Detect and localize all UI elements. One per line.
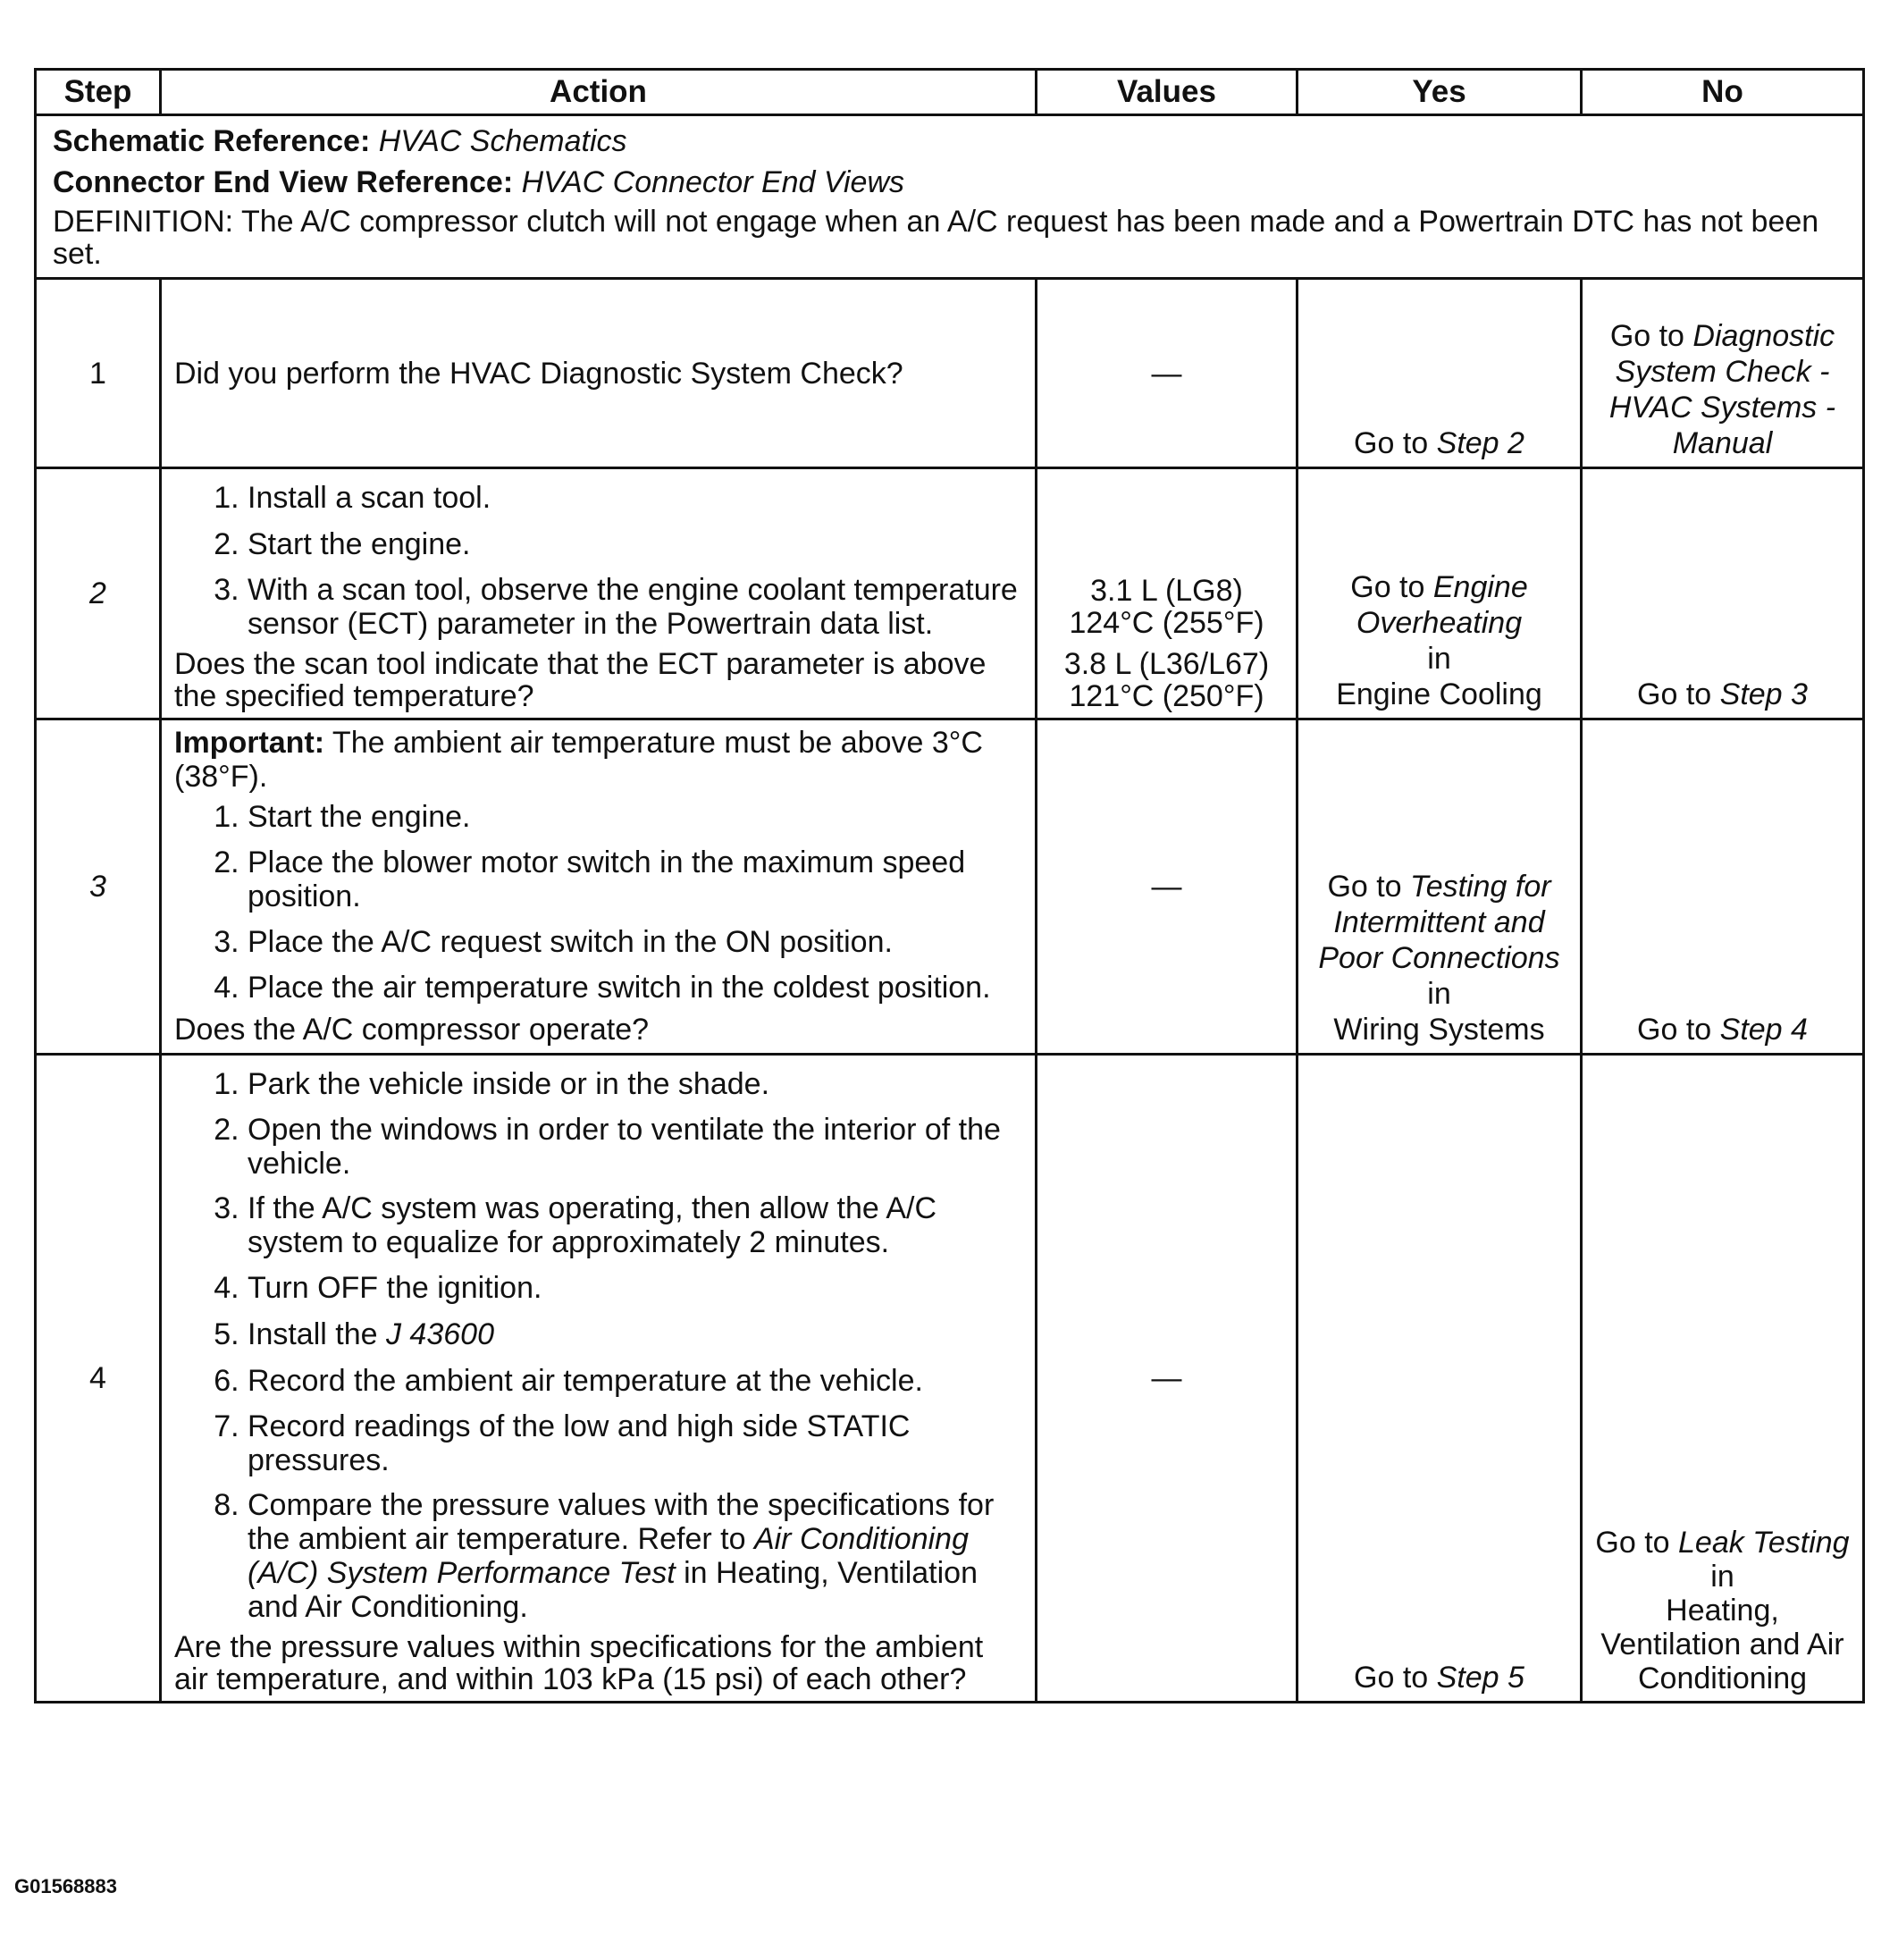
yes-link[interactable]: Step 5 (1436, 1661, 1524, 1695)
no-link[interactable]: Diagnostic System Check - HVAC Systems - Manual (1608, 319, 1836, 460)
connector-link[interactable]: HVAC Connector End Views (521, 165, 904, 199)
yes-link[interactable]: Step 2 (1436, 426, 1524, 460)
table-row (36, 279, 1864, 468)
action-cell (161, 1055, 1037, 1703)
table-row (36, 1055, 1864, 1703)
list-item: 5. Install the J 43600 (248, 1316, 1022, 1352)
yes-cell: Go to Testing for Intermittent and Poor Connections in Wiring Systems (1298, 719, 1582, 1055)
diagnostic-table (34, 68, 1865, 1703)
yes-cell: Go to Step 5 (1298, 1055, 1582, 1703)
figure-id: G01568883 (14, 1875, 117, 1897)
list-item: 4. Turn OFF the ignition. (248, 1270, 1022, 1306)
no-link[interactable]: Step 3 (1719, 677, 1808, 711)
schematic-link[interactable]: HVAC Schematics (378, 124, 627, 158)
yes-cell: Go to Step 2 (1298, 279, 1582, 468)
table-row (36, 468, 1864, 719)
header-row (36, 70, 1864, 115)
instruction-list (174, 799, 1022, 1005)
list-item: 2. Start the engine. (248, 526, 1022, 562)
header-yes: Yes (1298, 70, 1582, 115)
header-step: Step (36, 70, 161, 115)
header-action: Action (161, 70, 1037, 115)
step-number: 3 (89, 870, 106, 904)
values-cell: — (1037, 279, 1298, 468)
action-cell (161, 279, 1037, 468)
values-cell: 3.1 L (LG8) 124°C (255°F) 3.8 L (L36/L67) 121°C (250°F) (1037, 468, 1298, 719)
performance-test-link[interactable]: Air Conditioning (A/C) System Performance Test (248, 1522, 969, 1590)
no-cell: Go to Leak Testing in Heating, Ventilation and Air Conditioning (1582, 1055, 1864, 1703)
list-item: 1. Park the vehicle inside or in the shade. (248, 1066, 1022, 1102)
reference-cell (36, 115, 1864, 279)
step-number: 2 (89, 576, 106, 610)
action-cell (161, 719, 1037, 1055)
no-link[interactable]: Leak Testing (1678, 1526, 1850, 1560)
list-item: 6. Record the ambient air temperature at the vehicle. (248, 1363, 1022, 1399)
list-item: 4. Place the air temperature switch in the coldest position. (248, 971, 1022, 1005)
yes-link[interactable]: Engine Overheating (1356, 570, 1528, 640)
values-cell: — (1037, 719, 1298, 1055)
list-item: 8. Compare the pressure values with the specifications for the ambient air temperature. Refer to Air Conditioning (A/C) System Performance Test in Heating, Ventilation and Air Conditioning. (248, 1488, 1022, 1624)
step-number: 4 (36, 1055, 161, 1703)
no-cell: Go to Diagnostic System Check - HVAC Systems - Manual (1582, 279, 1864, 468)
connector-reference: Connector End View Reference: HVAC Connector End Views (53, 165, 904, 199)
no-link[interactable]: Step 4 (1719, 1013, 1808, 1047)
list-item: 3. With a scan tool, observe the engine coolant temperature sensor (ECT) parameter in the Powertrain data list. (248, 573, 1022, 641)
values-cell: — (1037, 1055, 1298, 1703)
header-no: No (1582, 70, 1864, 115)
list-item: 2. Place the blower motor switch in the maximum speed position. (248, 845, 1022, 913)
list-item: 1. Start the engine. (248, 799, 1022, 835)
question-text: Does the scan tool indicate that the ECT parameter is above the specified temperature? (174, 647, 987, 713)
table-row (36, 719, 1864, 1055)
instruction-list (174, 1066, 1022, 1624)
list-item: 1. Install a scan tool. (248, 480, 1022, 516)
step-number: 1 (36, 279, 161, 468)
yes-link[interactable]: Testing for Intermittent and Poor Connections (1318, 870, 1560, 975)
no-cell: Go to Step 4 (1582, 719, 1864, 1055)
important-note: Important: The ambient air temperature must be above 3°C (38°F). (174, 726, 983, 794)
question-text: Did you perform the HVAC Diagnostic System Check? (174, 356, 903, 391)
instruction-list (174, 480, 1022, 641)
action-cell (161, 468, 1037, 719)
list-item: 2. Open the windows in order to ventilate the interior of the vehicle. (248, 1113, 1022, 1181)
yes-cell: Go to Engine Overheating in Engine Cooling (1298, 468, 1582, 719)
definition-text: DEFINITION: The A/C compressor clutch will not engage when an A/C request has been made and a Powertrain DTC has not been set. (53, 205, 1819, 271)
header-values: Values (1037, 70, 1298, 115)
no-cell: Go to Step 3 (1582, 468, 1864, 719)
question-text: Does the A/C compressor operate? (174, 1013, 650, 1047)
question-text: Are the pressure values within specifications for the ambient air temperature, and within 103 kPa (15 psi) of each other? (174, 1630, 984, 1696)
list-item: 7. Record readings of the low and high side STATIC pressures. (248, 1409, 1022, 1477)
list-item: 3. Place the A/C request switch in the ON position. (248, 924, 1022, 960)
list-item: 3. If the A/C system was operating, then allow the A/C system to equalize for approximately 2 minutes. (248, 1191, 1022, 1259)
reference-row (36, 115, 1864, 279)
schematic-reference: Schematic Reference: HVAC Schematics (53, 124, 627, 158)
